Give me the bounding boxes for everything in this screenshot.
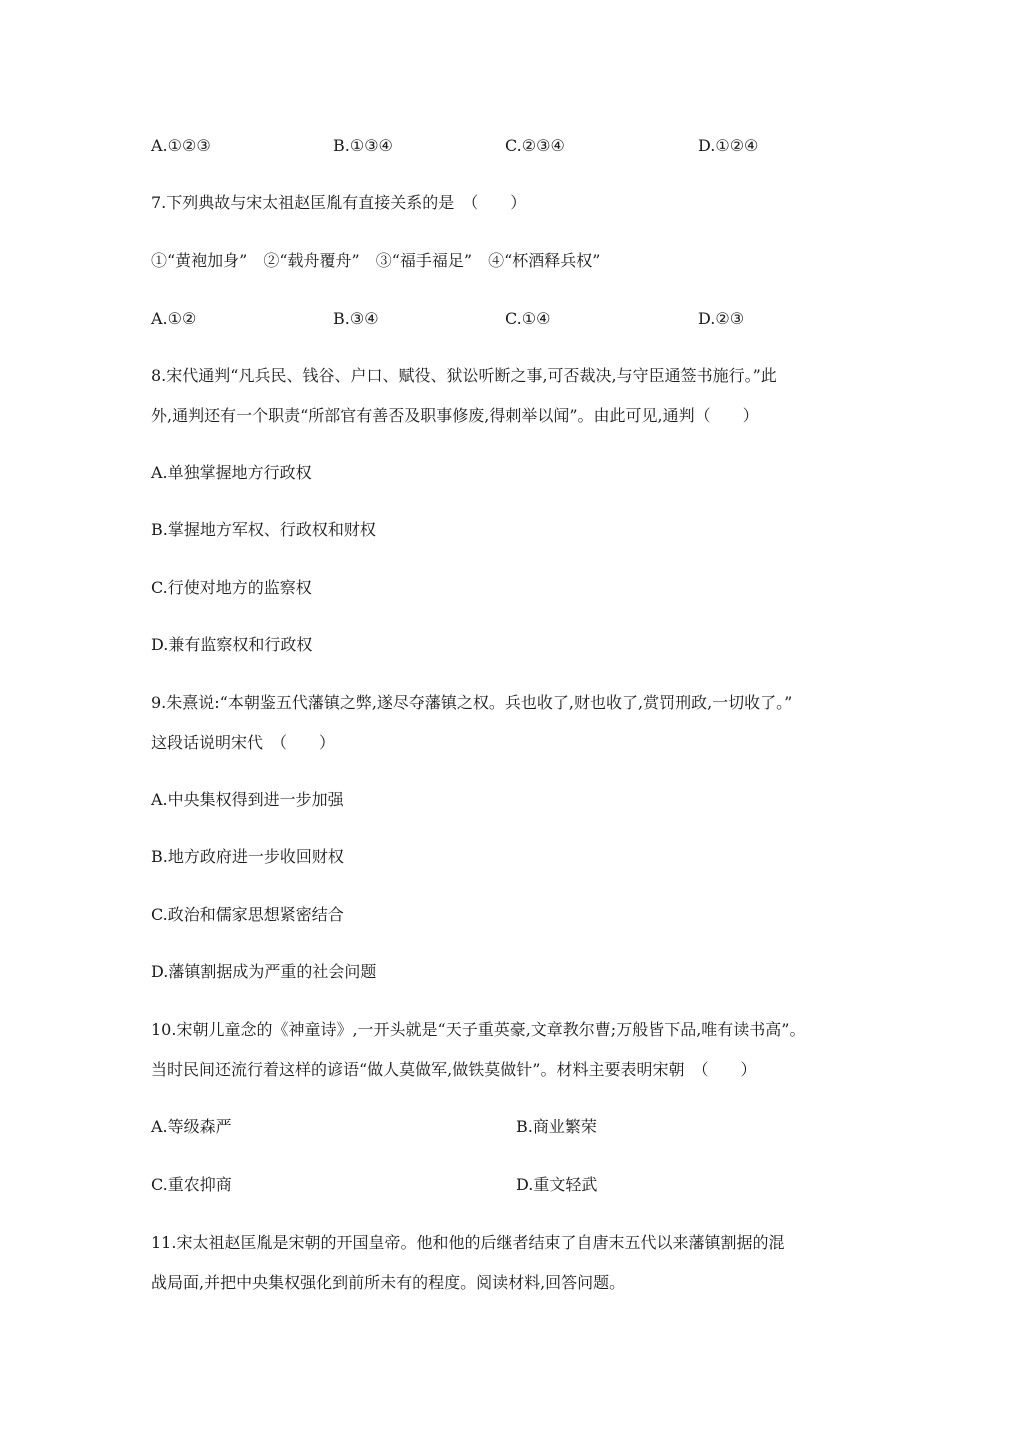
- q8-stem-line-1: 8.宋代通判“凡兵民、钱谷、户口、赋役、狱讼听断之事,可否裁决,与守臣通签书施行。”此: [151, 366, 777, 385]
- q7-option-b: B.③④: [333, 309, 379, 328]
- q9-stem-line-1: 9.朱熹说:“本朝鉴五代藩镇之弊,遂尽夺藩镇之权。兵也收了,财也收了,赏罚刑政,一切收了。”: [151, 693, 793, 712]
- q9-option-b: B.地方政府进一步收回财权: [151, 847, 344, 866]
- q10-stem-line-2: 当时民间还流行着这样的谚语“做人莫做军,做铁莫做针”。材料主要表明宋朝 （ ）: [151, 1060, 757, 1079]
- q9-stem-line-2: 这段话说明宋代 （ ）: [151, 733, 336, 752]
- q7-option-d: D.②③: [698, 309, 745, 328]
- q8-option-b: B.掌握地方军权、行政权和财权: [151, 520, 376, 539]
- q10-option-c: C.重农抑商: [151, 1175, 232, 1194]
- q10-stem-line-1: 10.宋朝儿童念的《神童诗》,一开头就是“天子重英豪,文章教尔曹;万般皆下品,唯有读书高”。: [151, 1020, 806, 1039]
- q7-option-c: C.①④: [505, 309, 551, 328]
- q7-option-a: A.①②: [151, 309, 197, 328]
- q9-option-a: A.中央集权得到进一步加强: [151, 790, 344, 809]
- q9-option-c: C.政治和儒家思想紧密结合: [151, 905, 344, 924]
- q7-stem: 7.下列典故与宋太祖赵匡胤有直接关系的是 （ ）: [151, 193, 527, 212]
- q6-option-d: D.①②④: [698, 136, 759, 155]
- q8-option-d: D.兼有监察权和行政权: [151, 635, 313, 654]
- q7-items: ①“黄袍加身” ②“载舟覆舟” ③“福手福足” ④“杯酒释兵权”: [151, 251, 601, 270]
- q11-stem-line-1: 11.宋太祖赵匡胤是宋朝的开国皇帝。他和他的后继者结束了自唐末五代以来藩镇割据的混: [151, 1233, 785, 1252]
- q10-option-b: B.商业繁荣: [516, 1117, 597, 1136]
- q9-option-d: D.藩镇割据成为严重的社会问题: [151, 962, 377, 981]
- q11-stem-line-2: 战局面,并把中央集权强化到前所未有的程度。阅读材料,回答问题。: [151, 1273, 626, 1292]
- q10-option-d: D.重文轻武: [516, 1175, 598, 1194]
- q8-option-c: C.行使对地方的监察权: [151, 578, 312, 597]
- q8-stem-line-2: 外,通判还有一个职责“所部官有善否及职事修废,得刺举以闻”。由此可见,通判（ ）: [151, 406, 759, 425]
- q8-option-a: A.单独掌握地方行政权: [151, 463, 312, 482]
- q6-option-a: A.①②③: [151, 136, 211, 155]
- q6-option-b: B.①③④: [333, 136, 393, 155]
- q6-option-c: C.②③④: [505, 136, 565, 155]
- q10-option-a: A.等级森严: [151, 1117, 232, 1136]
